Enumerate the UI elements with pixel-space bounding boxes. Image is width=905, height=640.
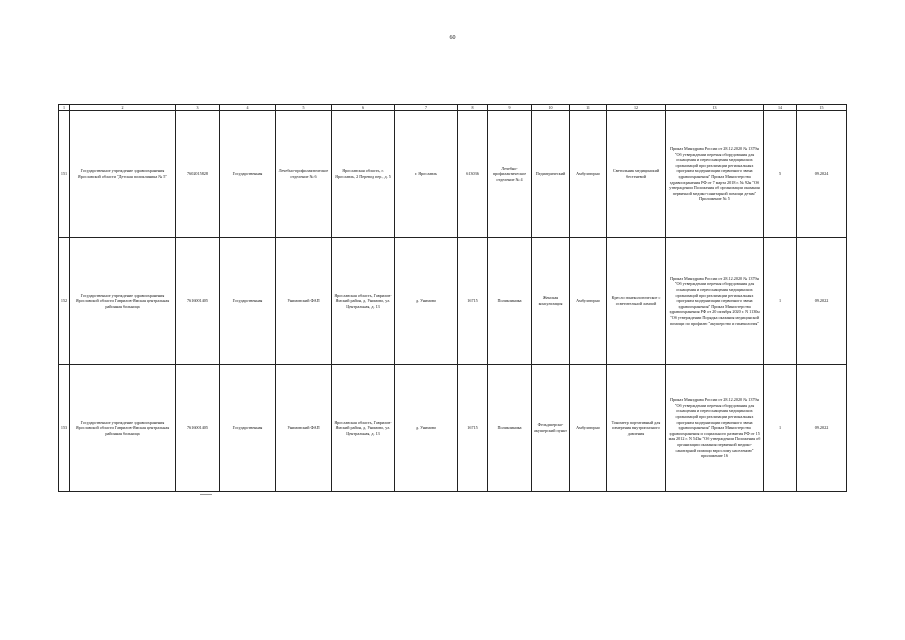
column-number: 4 [220, 105, 276, 111]
subdivision-name: Унимовский ФАП [276, 365, 332, 492]
postal-code: 16715 [458, 365, 488, 492]
ownership-form: Государственная [220, 111, 276, 238]
table-row [59, 365, 847, 492]
regulatory-basis: Приказ Минздрава России от 28.12.2020 № 1379н "Об утверждении перечня оборудования для оснащения и переоснащения медицинских организаций при реализации региональных программ модернизации первичного звена здравоохранения" Приказ Министерства здравоохранения РФ от 7 марта 2018 г. № 92н "Об утверждении Положения об организации оказания первичной медико-санитарной помощи детям" Приложение № 5 [666, 111, 764, 238]
column-number: 2 [70, 105, 176, 111]
column-number: 12 [607, 105, 666, 111]
ownership-form: Государственная [220, 365, 276, 492]
equipment-name: Кресло гинекологическое с осветительной лампой [607, 238, 666, 365]
table-row [59, 111, 847, 238]
medical-profile: Фельдшерско-акушерский пункт [532, 365, 570, 492]
column-number: 1 [59, 105, 70, 111]
care-conditions: Амбулаторно [570, 365, 607, 492]
address: Ярославская область, г. Ярославль, 2 Перевод пер., д. 5 [332, 111, 395, 238]
equipment-quantity: 1 [764, 365, 797, 492]
equipment-quantity: 5 [764, 111, 797, 238]
address: Ярославская область, Гаврилов-Ямский район, д. Унимово, ул. Центральная, д. 13 [332, 238, 395, 365]
subdivision-name: Унимовский ФАП [276, 238, 332, 365]
column-number: 10 [532, 105, 570, 111]
ogrn-code: 7616001405 [176, 238, 220, 365]
column-number: 3 [176, 105, 220, 111]
column-number: 13 [666, 105, 764, 111]
equipment-name: Тонометр портативный для измерения внутриглазного давления [607, 365, 666, 492]
column-number: 15 [797, 105, 847, 111]
column-number: 5 [276, 105, 332, 111]
settlement: д. Унимово [395, 238, 458, 365]
postal-code: 613036 [458, 111, 488, 238]
regulatory-basis: Приказ Минздрава России от 28.12.2020 № 1379н "Об утверждении перечня оборудования для оснащения и переоснащения медицинских организаций при реализации региональных программ модернизации первичного звена здравоохранения" Приказ Министерства здравоохранения и социального развития РФ от 15 мая 2012 г. N 543н "Об утверждении Положения об организации оказания первичной медико-санитарной помощи взрослому населению" приложение 16 [666, 365, 764, 492]
table-row [59, 238, 847, 365]
ogrn-code: 7616001405 [176, 365, 220, 492]
organization-name: Государственное учреждение здравоохранения Ярославской области Гаврилов-Ямская центральная районная больница [70, 238, 176, 365]
ownership-form: Государственная [220, 238, 276, 365]
care-conditions: Амбулаторно [570, 238, 607, 365]
department-type: Поликлиника [488, 365, 532, 492]
delivery-date: 09.2022 [797, 238, 847, 365]
column-number: 6 [332, 105, 395, 111]
medical-profile: Женская консультация [532, 238, 570, 365]
column-number: 11 [570, 105, 607, 111]
organization-name: Государственное учреждение здравоохранения Ярославской области Гаврилов-Ямская центральная районная больница [70, 365, 176, 492]
department-type: Лечебно-профилактическое отделение № 4 [488, 111, 532, 238]
column-number: 9 [488, 105, 532, 111]
equipment-register-table [58, 104, 847, 492]
settlement: д. Унимово [395, 365, 458, 492]
delivery-date: 09.2024 [797, 111, 847, 238]
column-number: 7 [395, 105, 458, 111]
subdivision-name: Лечебно-профилактическое отделение № 6 [276, 111, 332, 238]
organization-name: Государственное учреждение здравоохранения Ярославской области "Детская поликлиника № 5" [70, 111, 176, 238]
settlement: г. Ярославль [395, 111, 458, 238]
page-number: 60 [449, 35, 456, 41]
regulatory-basis: Приказ Минздрава России от 28.12.2020 № 1379н "Об утверждении перечня оборудования для оснащения и переоснащения медицинских организаций при реализации региональных программ модернизации первичного звена здравоохранения" Приказ Министерства здравоохранения РФ от 20 октября 2020 г. N 1130н "Об утверждении Порядка оказания медицинской помощи по профилю "акушерство и гинекология" [666, 238, 764, 365]
row-number: 152 [59, 238, 70, 365]
footer-divider [200, 494, 212, 495]
column-number: 14 [764, 105, 797, 111]
column-number: 8 [458, 105, 488, 111]
row-number: 153 [59, 365, 70, 492]
postal-code: 16715 [458, 238, 488, 365]
row-number: 151 [59, 111, 70, 238]
ogrn-code: 7602015828 [176, 111, 220, 238]
care-conditions: Амбулаторно [570, 111, 607, 238]
delivery-date: 09.2022 [797, 365, 847, 492]
department-type: Поликлиника [488, 238, 532, 365]
equipment-quantity: 1 [764, 238, 797, 365]
equipment-name: Светильник медицинский бестеневой [607, 111, 666, 238]
medical-profile: Педиатрический [532, 111, 570, 238]
address: Ярославская область, Гаврилов-Ямский район, д. Унимово, ул. Центральная, д. 13 [332, 365, 395, 492]
